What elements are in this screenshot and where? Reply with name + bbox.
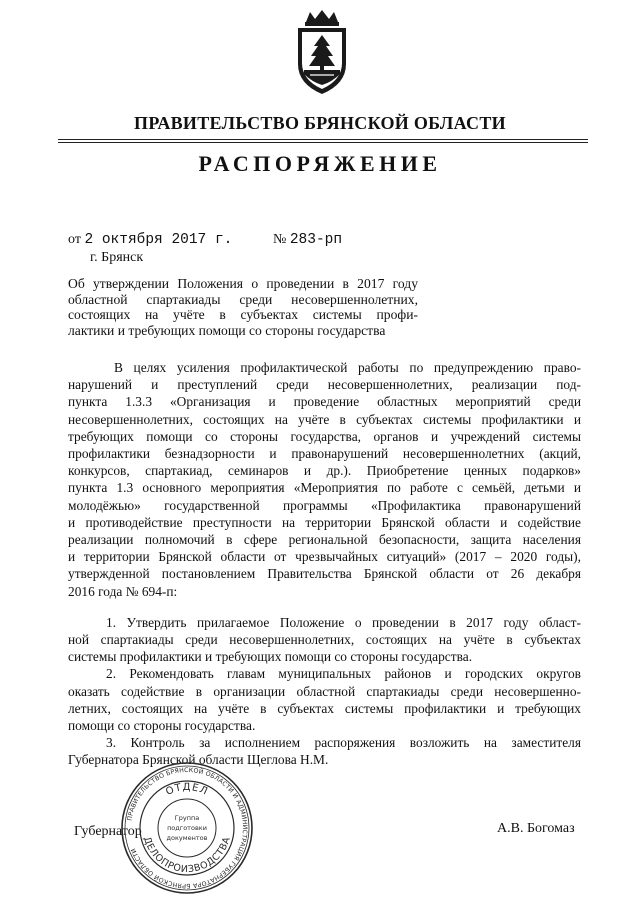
body-line: несовершеннолетних, состоящих на учёте в субъектах системы профилактики и	[68, 411, 581, 427]
subject-line: Об утверждении Положения о проведении в 2017 году	[68, 276, 418, 291]
body-line: требующих помощи со стороны государства, органов и учреждений системы	[68, 428, 581, 444]
body-line: молодёжью» государственной программы «Профилактика правонарушений	[68, 497, 581, 513]
body-line: нарушений и преступлений среди несовершеннолетних, реализации под-	[68, 377, 581, 393]
document-city: г. Брянск	[90, 250, 144, 265]
stamp-dept-top: ОТДЕЛ	[164, 781, 210, 798]
document-date	[68, 232, 232, 248]
body-line: профилактики безнадзорности и правонарушений несовершеннолетних (акций,	[68, 446, 581, 462]
body-line: оказать содействие в организации областной спартакиады среди несовершенно-	[68, 683, 581, 699]
number-value: 283-рп	[289, 232, 343, 248]
title-rule-thick	[58, 139, 588, 140]
number-prefix: №	[273, 232, 287, 247]
body-line: 2. Рекомендовать главам муниципальных районов и городских округов	[106, 666, 581, 682]
stamp-inner-line: подготовки	[167, 824, 207, 832]
signatory-name: А.В. Богомаз	[497, 821, 575, 836]
stamp-ring-text: ПРАВИТЕЛЬСТВО БРЯНСКОЙ ОБЛАСТИ И АДМИНИСТРАЦИЯ ГУБЕРНАТОРА БРЯНСКОЙ ОБЛАСТИ	[126, 766, 249, 890]
body-line: 1. Утвердить прилагаемое Положение о проведении в 2017 году област-	[106, 614, 581, 630]
body-line: утвержденной постановлением Правительства Брянской области от 26 декабря	[68, 566, 581, 582]
body-line: В целях усиления профилактической работы по предупреждению право-	[114, 360, 581, 375]
body-line: реализации полномочий в сфере региональной безопасности, защита населения	[68, 532, 581, 548]
body-line: конкурсов, спартакиад, семинаров и др.). Приобретение ценных подарков»	[68, 463, 581, 479]
document-type-heading: РАСПОРЯЖЕНИЕ	[198, 151, 442, 176]
body-line: 2016 года № 694-п:	[68, 583, 178, 599]
body-line: пункта 1.3 основного мероприятия «Мероприятия по работе с семьёй, детьми и	[68, 480, 581, 496]
body-line: помощи со стороны государства.	[68, 718, 256, 734]
body-line: и территории Брянской области от чрезвычайных ситуаций» (2017 – 2020 годы),	[68, 549, 581, 565]
signatory-position: Губернатор	[74, 824, 142, 839]
government-title: ПРАВИТЕЛЬСТВО БРЯНСКОЙ ОБЛАСТИ	[134, 113, 506, 133]
body-line: пункта 1.3.3 «Организация и проведение областных мероприятий среди	[68, 394, 581, 410]
subject-line: областной спартакиады среди несовершеннолетних,	[68, 291, 418, 307]
coat-of-arms-icon	[292, 8, 352, 96]
document-number	[273, 232, 342, 248]
document-subject	[68, 276, 418, 338]
document-body	[68, 359, 581, 769]
body-line: и противодействие преступности на территории Брянской области и содействие	[68, 514, 581, 530]
order-item-2	[68, 665, 581, 734]
subject-line: состоящих на учёте в субъектах системы профи-	[68, 307, 418, 322]
body-line: 3. Контроль за исполнением распоряжения возложить на заместителя	[106, 735, 581, 751]
preamble-paragraph	[68, 359, 581, 600]
order-item-1	[68, 614, 581, 666]
stamp-dept-bottom: ДЕЛОПРОИЗВОДСТВА	[141, 835, 233, 876]
date-prefix: от	[68, 232, 81, 247]
body-line: системы профилактики и требующих помощи со стороны государства.	[68, 649, 473, 665]
body-line: Губернатора Брянской области Щеглова Н.М.	[68, 752, 329, 768]
stamp-inner-line: Группа	[174, 814, 200, 822]
title-rule-thin	[58, 142, 588, 143]
office-stamp-icon	[119, 760, 255, 896]
stamp-inner-line: документов	[166, 834, 208, 842]
subject-line: лактики и требующих помощи со стороны государства	[68, 322, 386, 338]
body-line: ной спартакиады среди несовершеннолетних, состоящих на учёте в субъектах	[68, 632, 581, 648]
body-line: летних, состоящих на учёте в субъектах системы профилактики и требующих	[68, 700, 581, 716]
date-value: 2 октября 2017 г.	[84, 232, 233, 248]
